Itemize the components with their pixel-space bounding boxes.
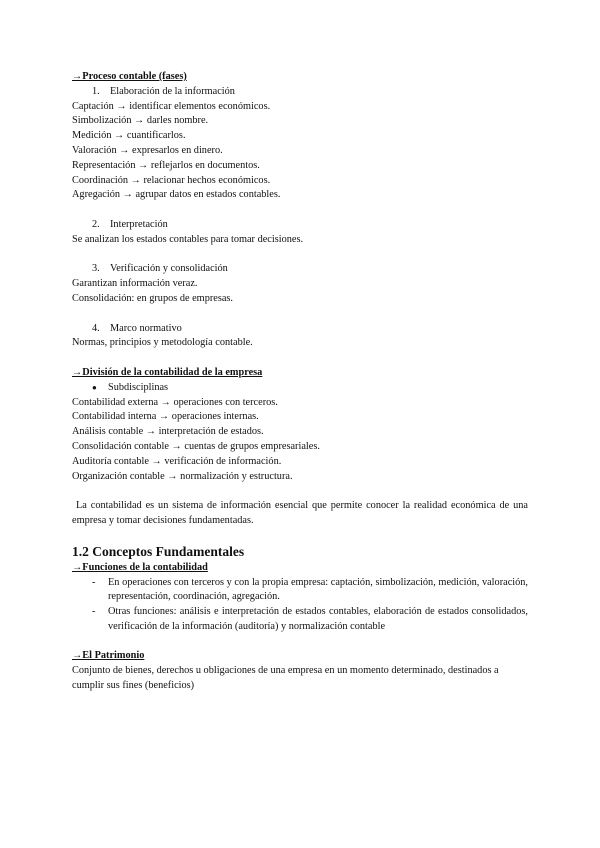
summary-paragraph: La contabilidad es un sistema de información esencial que permite conocer la realidad económica de una empresa y tomar decisiones fundamentadas. (72, 500, 528, 526)
phase-1-line: Coordinación → relacionar hechos económicos. (72, 174, 271, 186)
document-body (72, 70, 528, 694)
subdisciplinas-bullet (72, 381, 528, 396)
phase-1-line: Simbolización → darles nombre. (72, 115, 209, 127)
phase-2-title: Interpretación (110, 218, 168, 230)
spacer (72, 307, 528, 322)
subdiscipline-line: Organización contable → normalización y estructura. (72, 470, 293, 482)
spacer (72, 248, 528, 263)
dash-marker: - (92, 606, 96, 618)
phase-1-number: 1. (92, 85, 100, 97)
dash-marker: - (92, 576, 96, 588)
phase-2-line: Se analizan los estados contables para tomar decisiones. (72, 233, 304, 245)
phase-3-line: Garantizan información veraz. (72, 278, 198, 290)
phase-1-line: Valoración → expresarlos en dinero. (72, 144, 223, 156)
phase-2-number: 2. (92, 218, 100, 230)
funciones-item (72, 605, 528, 635)
division-contabilidad-header: →División de la contabilidad de la empresa (72, 366, 263, 378)
phase-4-line: Normas, principios y metodología contable. (72, 337, 253, 349)
section-title: 1.2 Conceptos Fundamentales (72, 543, 245, 559)
phase-4-number: 4. (92, 322, 100, 334)
phase-1-line: Representación → reflejarlos en documentos. (72, 159, 260, 171)
subdiscipline-line: Análisis contable → interpretación de estados. (72, 426, 264, 438)
spacer (72, 635, 528, 650)
patrimonio-definition: Conjunto de bienes, derechos u obligaciones de una empresa en un momento determinado, destinados a cumplir sus fines (beneficios) (72, 665, 499, 692)
phase-4-title: Marco normativo (110, 322, 182, 334)
spacer (72, 351, 528, 366)
subdisciplinas-label: Subdisciplinas (108, 381, 169, 393)
phase-1-line: Medición → cuantificarlos. (72, 130, 186, 142)
proceso-contable-header: →Proceso contable (fases) (72, 71, 187, 82)
subdiscipline-line: Contabilidad interna → operaciones internas. (72, 411, 259, 423)
spacer (72, 203, 528, 218)
phase-2-heading (72, 218, 528, 233)
subdiscipline-line: Contabilidad externa → operaciones con terceros. (72, 396, 278, 408)
phase-3-number: 3. (92, 263, 100, 275)
phase-1-line: Agregación → agrupar datos en estados contables. (72, 189, 281, 201)
phase-1-title: Elaboración de la información (110, 85, 235, 97)
funciones-item-text: Otras funciones: análisis e interpretación de estados contables, elaboración de estados consolidados, verificación de la información (auditoría) y normalización contable (108, 606, 528, 632)
spacer (72, 484, 528, 499)
subdiscipline-line: Auditoría contable → verificación de información. (72, 455, 282, 467)
bullet-icon: ● (92, 382, 97, 392)
spacer (72, 529, 528, 537)
phase-1-line: Captación → identificar elementos económicos. (72, 100, 271, 112)
subdiscipline-line: Consolidación contable → cuentas de grupos empresariales. (72, 440, 320, 452)
patrimonio-header: →El Patrimonio (72, 650, 145, 662)
funciones-item (72, 576, 528, 606)
funciones-item-text: En operaciones con terceros y con la propia empresa: captación, simbolización, medición, valoración, representación, coordinación, agregación. (108, 576, 528, 603)
phase-3-heading (72, 262, 528, 277)
phase-1-heading (72, 85, 528, 100)
phase-4-heading (72, 322, 528, 337)
funciones-header: →Funciones de la contabilidad (72, 561, 208, 573)
phase-3-line: Consolidación: en grupos de empresas. (72, 292, 233, 304)
phase-3-title: Verificación y consolidación (110, 263, 228, 275)
